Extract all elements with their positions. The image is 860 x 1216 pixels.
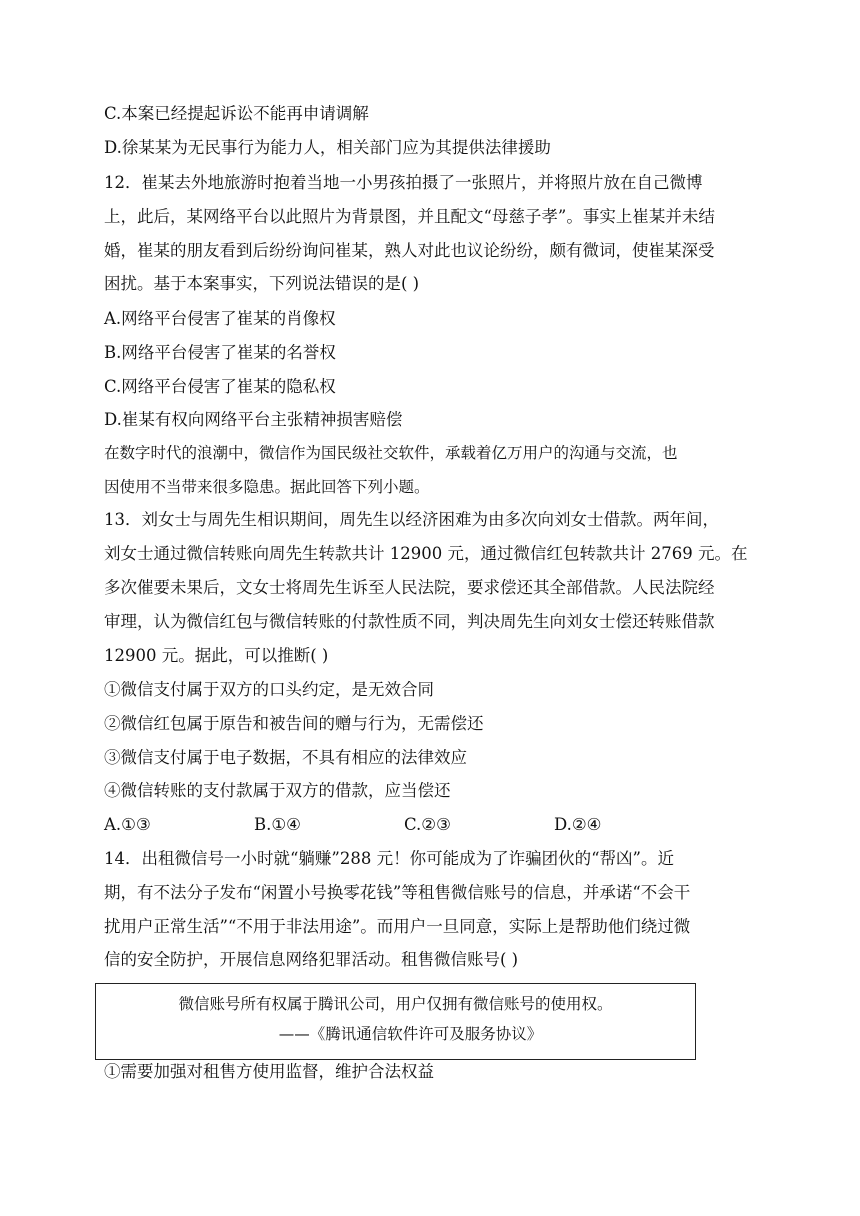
q13-item-3: ③微信支付属于电子数据，不具有相应的法律效应: [104, 748, 467, 767]
quote-text: 微信账号所有权属于腾讯公司，用户仅拥有微信账号的使用权。: [178, 995, 613, 1013]
q14-stem-line-1: 14．出租微信号一小时就“躺赚”288 元！你可能成为了诈骗团伙的“帮凶”。近: [104, 849, 674, 868]
q13-stem-line-1: 13．刘女士与周先生相识期间，周先生以经济困难为由多次向刘女士借款。两年间，: [104, 510, 719, 529]
q13-stem-line-5: 12900 元。据此，可以推断( ): [104, 646, 329, 665]
q13-stem-line-3: 多次催要未果后，文女士将周先生诉至人民法院，要求偿还其全部借款。人民法院经: [104, 578, 715, 597]
q12-option-c: C.网络平台侵害了崔某的隐私权: [104, 377, 336, 396]
q13-stem-line-2: 刘女士通过微信转账向周先生转款共计 12900 元，通过微信红包转款共计 2769 元。在: [104, 544, 748, 563]
q13-option-c: C.②③: [404, 815, 451, 834]
q13-option-b: B.①④: [254, 815, 301, 834]
q13-option-a: A.①③: [104, 815, 151, 834]
q13-stem-line-4: 审理，认为微信红包与微信转账的付款性质不同，判决周先生向刘女士偿还转账借款: [104, 612, 715, 631]
q13-item-1: ①微信支付属于双方的口头约定，是无效合同: [104, 680, 434, 699]
quote-box: [95, 983, 696, 1060]
q12-option-d: D.崔某有权向网络平台主张精神损害赔偿: [104, 410, 403, 429]
q13-option-d: D.②④: [554, 815, 602, 834]
q12-stem-line-2: 上，此后，某网络平台以此照片为背景图，并且配文“母慈子孝”。事实上崔某并未结: [104, 207, 715, 226]
q12-stem-line-3: 婚，崔某的朋友看到后纷纷询问崔某，熟人对此也议论纷纷，颇有微词，使崔某深受: [104, 241, 715, 260]
q12-option-b: B.网络平台侵害了崔某的名誉权: [104, 343, 336, 362]
quote-source: ——《腾讯通信软件许可及服务协议》: [278, 1025, 543, 1043]
q14-stem-line-4: 信的安全防护，开展信息网络犯罪活动。租售微信账号( ): [104, 950, 519, 969]
material-intro-line-2: 因使用不当带来很多隐患。据此回答下列小题。: [104, 478, 430, 496]
material-intro-line-1: 在数字时代的浪潮中，微信作为国民级社交软件，承载着亿万用户的沟通与交流，也: [104, 444, 678, 462]
q13-item-4: ④微信转账的支付款属于双方的借款，应当偿还: [104, 781, 451, 800]
q14-stem-line-3: 扰用户正常生活”“不用于非法用途”。而用户一旦同意，实际上是帮助他们绕过微: [104, 917, 691, 936]
q14-item-1: ①需要加强对租售方使用监督，维护合法权益: [104, 1062, 434, 1081]
q14-stem-line-2: 期，有不法分子发布“闲置小号换零花钱”等租售微信账号的信息，并承诺“不会干: [104, 883, 691, 902]
q11-option-d: D.徐某某为无民事行为能力人，相关部门应为其提供法律援助: [104, 138, 551, 157]
q12-option-a: A.网络平台侵害了崔某的肖像权: [104, 309, 336, 328]
q11-option-c: C.本案已经提起诉讼不能再申请调解: [104, 104, 369, 123]
q12-stem-line-1: 12．崔某去外地旅游时抱着当地一小男孩拍摄了一张照片，并将照片放在自己微博: [104, 173, 703, 192]
q13-item-2: ②微信红包属于原告和被告间的赠与行为，无需偿还: [104, 714, 484, 733]
q12-stem-line-4: 困扰。基于本案事实，下列说法错误的是( ): [104, 274, 420, 293]
